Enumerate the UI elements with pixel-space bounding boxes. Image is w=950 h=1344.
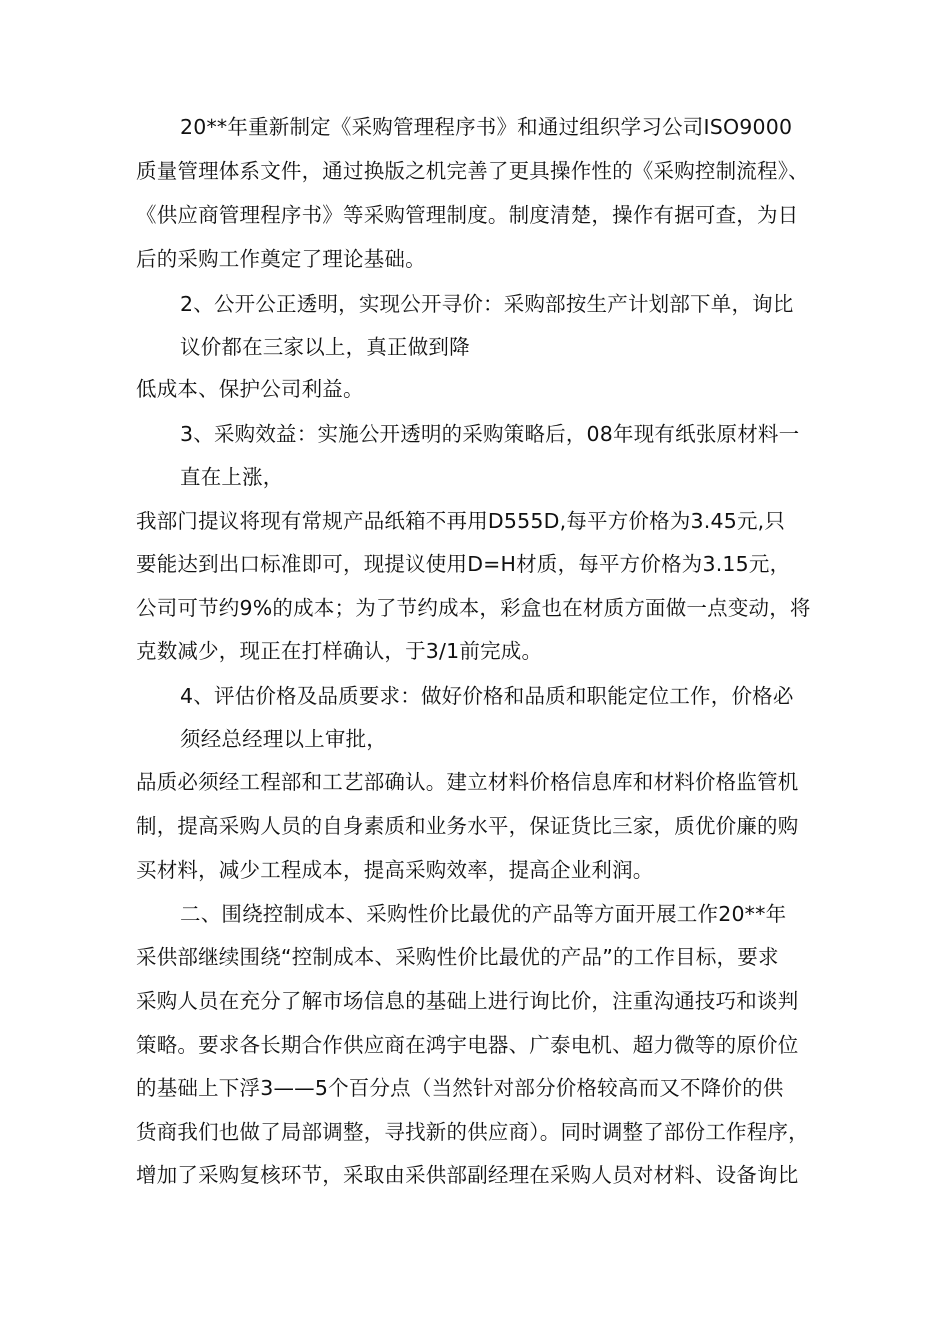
text-line: 质量管理体系文件，通过换版之机完善了更具操作性的《采购控制流程》、 [136, 159, 809, 183]
text-line: 制，提高采购人员的自身素质和业务水平，保证货比三家，质优价廉的购 [136, 814, 799, 838]
text-line: 二、围绕控制成本、采购性价比最优的产品等方面开展工作20**年 [180, 902, 787, 926]
text-line: 议价都在三家以上，真正做到降 [180, 335, 470, 359]
text-line: 采购人员在充分了解市场信息的基础上进行询比价，注重沟通技巧和谈判 [136, 989, 799, 1013]
text-line: 品质必须经工程部和工艺部确认。建立材料价格信息库和材料价格监管机 [136, 770, 799, 794]
text-line: 克数减少，现正在打样确认，于3/1前完成。 [136, 639, 543, 663]
text-line: 的基础上下浮3——5个百分点（当然针对部分价格较高而又不降价的供 [136, 1076, 784, 1100]
text-line: 2、公开公正透明，实现公开寻价：采购部按生产计划部下单，询比 [180, 292, 794, 316]
text-line: 增加了采购复核环节，采取由采供部副经理在采购人员对材料、设备询比 [136, 1163, 799, 1187]
text-line: 策略。要求各长期合作供应商在鸿宇电器、广泰电机、超力微等的原价位 [136, 1033, 799, 1057]
text-line: 货商我们也做了局部调整，寻找新的供应商）。同时调整了部份工作程序， [136, 1120, 809, 1144]
text-line: 采供部继续围绕“控制成本、采购性价比最优的产品”的工作目标，要求 [136, 945, 779, 969]
text-line: 4、评估价格及品质要求：做好价格和品质和职能定位工作，价格必 [180, 684, 794, 708]
text-line: 20**年重新制定《采购管理程序书》和通过组织学习公司ISO9000 [180, 115, 793, 139]
text-line: 须经总经理以上审批， [180, 727, 387, 751]
text-line: 《供应商管理程序书》等采购管理制度。制度清楚，操作有据可查，为日 [136, 203, 799, 227]
text-line: 低成本、保护公司利益。 [136, 377, 364, 401]
text-line: 我部门提议将现有常规产品纸箱不再用D555D,每平方价格为3.45元,只 [136, 509, 786, 533]
text-line: 买材料，减少工程成本，提高采购效率，提高企业利润。 [136, 858, 654, 882]
text-line: 公司可节约9%的成本；为了节约成本，彩盒也在材质方面做一点变动，将 [136, 596, 811, 620]
text-line: 后的采购工作奠定了理论基础。 [136, 247, 426, 271]
text-line: 3、采购效益：实施公开透明的采购策略后，08年现有纸张原材料一 [180, 422, 800, 446]
text-line: 要能达到出口标准即可，现提议使用D=H材质，每平方价格为3.15元， [136, 552, 791, 576]
text-line: 直在上涨， [180, 465, 284, 489]
